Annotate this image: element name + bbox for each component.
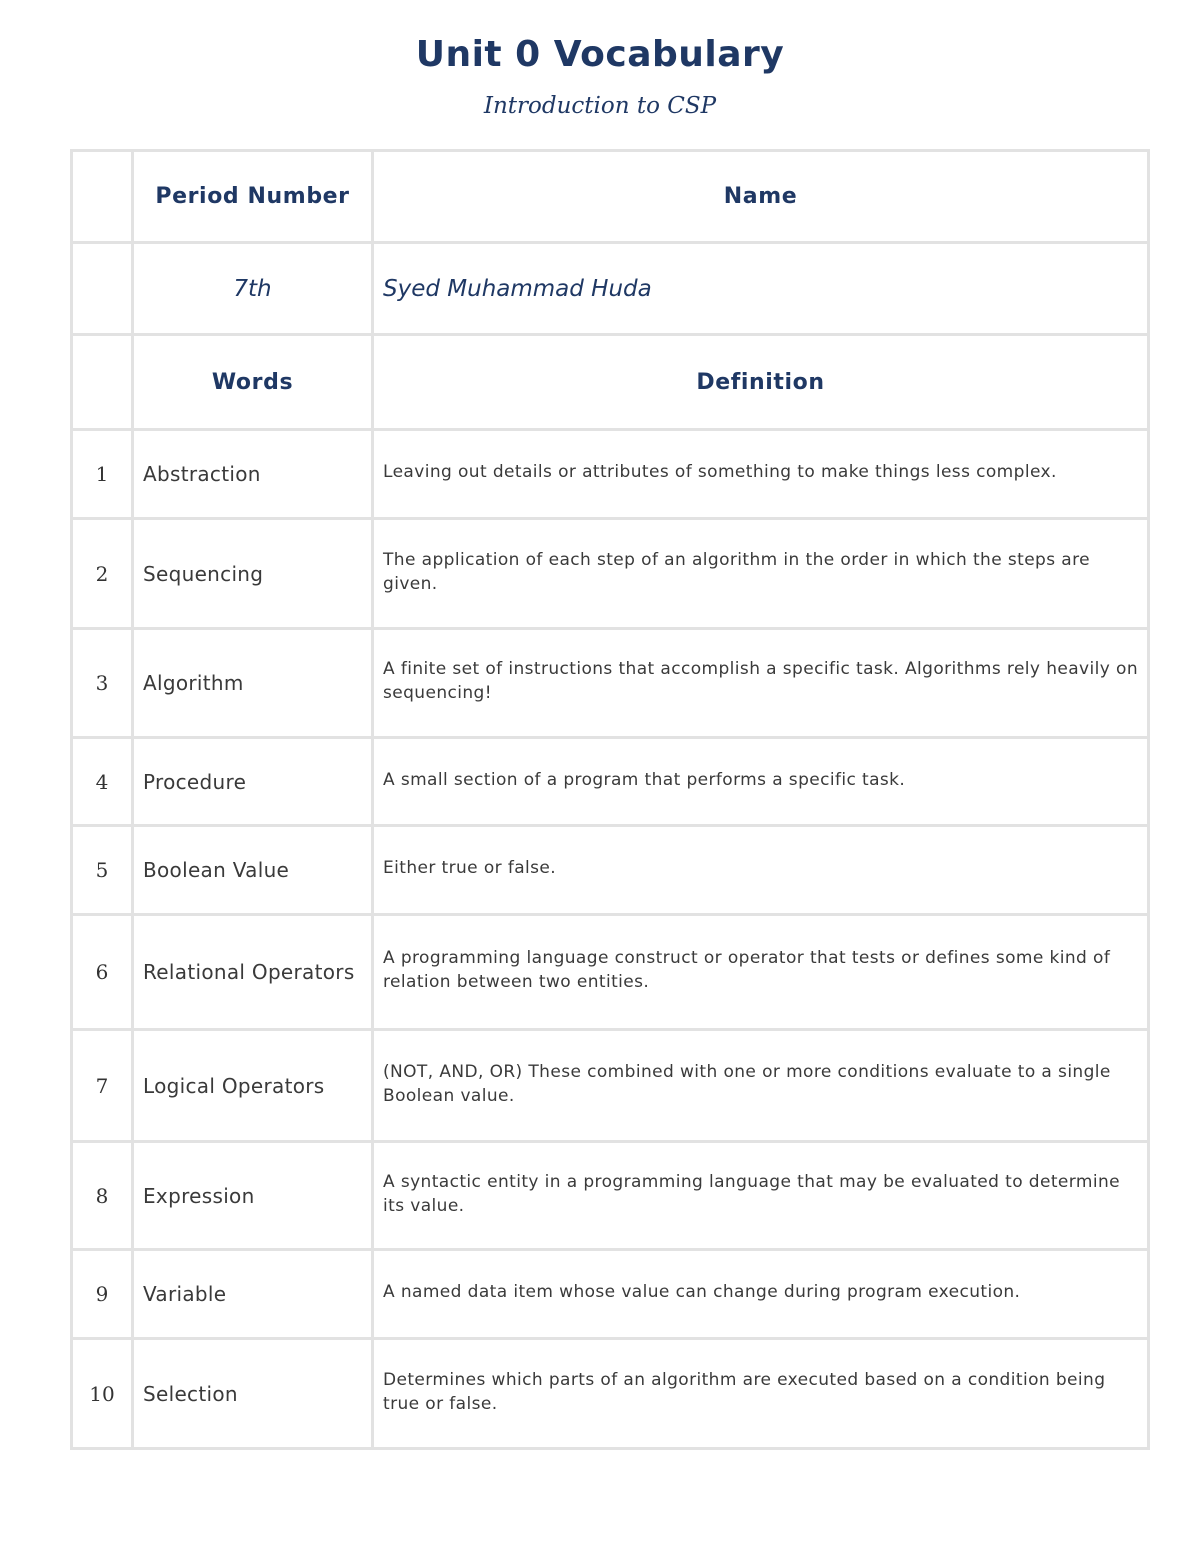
vocab-definition-cell: [373, 629, 1149, 738]
vocab-word: Selection: [133, 1339, 373, 1449]
vocab-word: Logical Operators: [133, 1030, 373, 1142]
vocab-definition: A programming language construct or operator that tests or defines some kind of relation between two entities.: [383, 948, 1111, 992]
vocab-row: [72, 1250, 1149, 1339]
info-blank-cell: [72, 243, 133, 335]
row-number: 6: [72, 915, 133, 1030]
period-number-header: Period Number: [133, 151, 373, 243]
vocab-definition-cell: [373, 1030, 1149, 1142]
header-blank-cell: [72, 151, 133, 243]
period-number-value: 7th: [133, 243, 373, 335]
vocab-definition: A small section of a program that performs a specific task.: [383, 769, 906, 790]
row-number: 10: [72, 1339, 133, 1449]
vocab-row: [72, 1339, 1149, 1449]
student-name-value: Syed Muhammad Huda: [373, 243, 1149, 335]
vocab-word: Variable: [133, 1250, 373, 1339]
vocab-row: [72, 1030, 1149, 1142]
vocab-row: [72, 915, 1149, 1030]
student-info-row: [72, 243, 1149, 335]
vocab-word: Algorithm: [133, 629, 373, 738]
row-number: 3: [72, 629, 133, 738]
vocab-row: [72, 629, 1149, 738]
vocab-row: [72, 1142, 1149, 1250]
vocab-word: Abstraction: [133, 430, 373, 519]
vocab-definition-cell: [373, 738, 1149, 826]
vocab-definition-cell: [373, 1142, 1149, 1250]
row-number: 5: [72, 826, 133, 915]
vocab-definition-cell: [373, 1250, 1149, 1339]
header-row-words-definition: [72, 335, 1149, 430]
words-blank-cell: [72, 335, 133, 430]
name-header: Name: [373, 151, 1149, 243]
document-subtitle: Introduction to CSP: [483, 93, 717, 119]
vocabulary-table: [70, 149, 1150, 1450]
vocab-word: Boolean Value: [133, 826, 373, 915]
vocab-row: [72, 738, 1149, 826]
vocab-row: [72, 430, 1149, 519]
vocab-definition-cell: [373, 915, 1149, 1030]
vocab-definition-cell: [373, 826, 1149, 915]
row-number: 9: [72, 1250, 133, 1339]
row-number: 1: [72, 430, 133, 519]
vocab-word: Expression: [133, 1142, 373, 1250]
vocab-definition: Either true or false.: [383, 858, 557, 878]
vocab-definition: Determines which parts of an algorithm are executed based on a condition being true or false.: [383, 1369, 1106, 1414]
vocab-row: [72, 519, 1149, 629]
words-header: Words: [133, 335, 373, 430]
vocab-definition: A named data item whose value can change during program execution.: [383, 1282, 1021, 1302]
vocab-definition: Leaving out details or attributes of something to make things less complex.: [383, 462, 1057, 482]
vocab-definition: A syntactic entity in a programming language that may be evaluated to determine its value.: [383, 1171, 1120, 1216]
row-number: 8: [72, 1142, 133, 1250]
vocab-word: Relational Operators: [133, 915, 373, 1030]
definition-header: Definition: [373, 335, 1149, 430]
vocab-row: [72, 826, 1149, 915]
vocab-definition-cell: [373, 430, 1149, 519]
vocab-definition-cell: [373, 1339, 1149, 1449]
document-title: Unit 0 Vocabulary: [415, 34, 785, 75]
header-row-period-name: [72, 151, 1149, 243]
vocab-definition: (NOT, AND, OR) These combined with one or more conditions evaluate to a single Boolean value.: [383, 1061, 1111, 1106]
row-number: 2: [72, 519, 133, 629]
vocab-definition: The application of each step of an algorithm in the order in which the steps are given.: [383, 549, 1090, 594]
vocab-definition: A finite set of instructions that accomplish a specific task. Algorithms rely heavily on sequencing!: [383, 659, 1138, 703]
vocab-word: Sequencing: [133, 519, 373, 629]
vocab-definition-cell: [373, 519, 1149, 629]
row-number: 7: [72, 1030, 133, 1142]
vocab-word: Procedure: [133, 738, 373, 826]
row-number: 4: [72, 738, 133, 826]
